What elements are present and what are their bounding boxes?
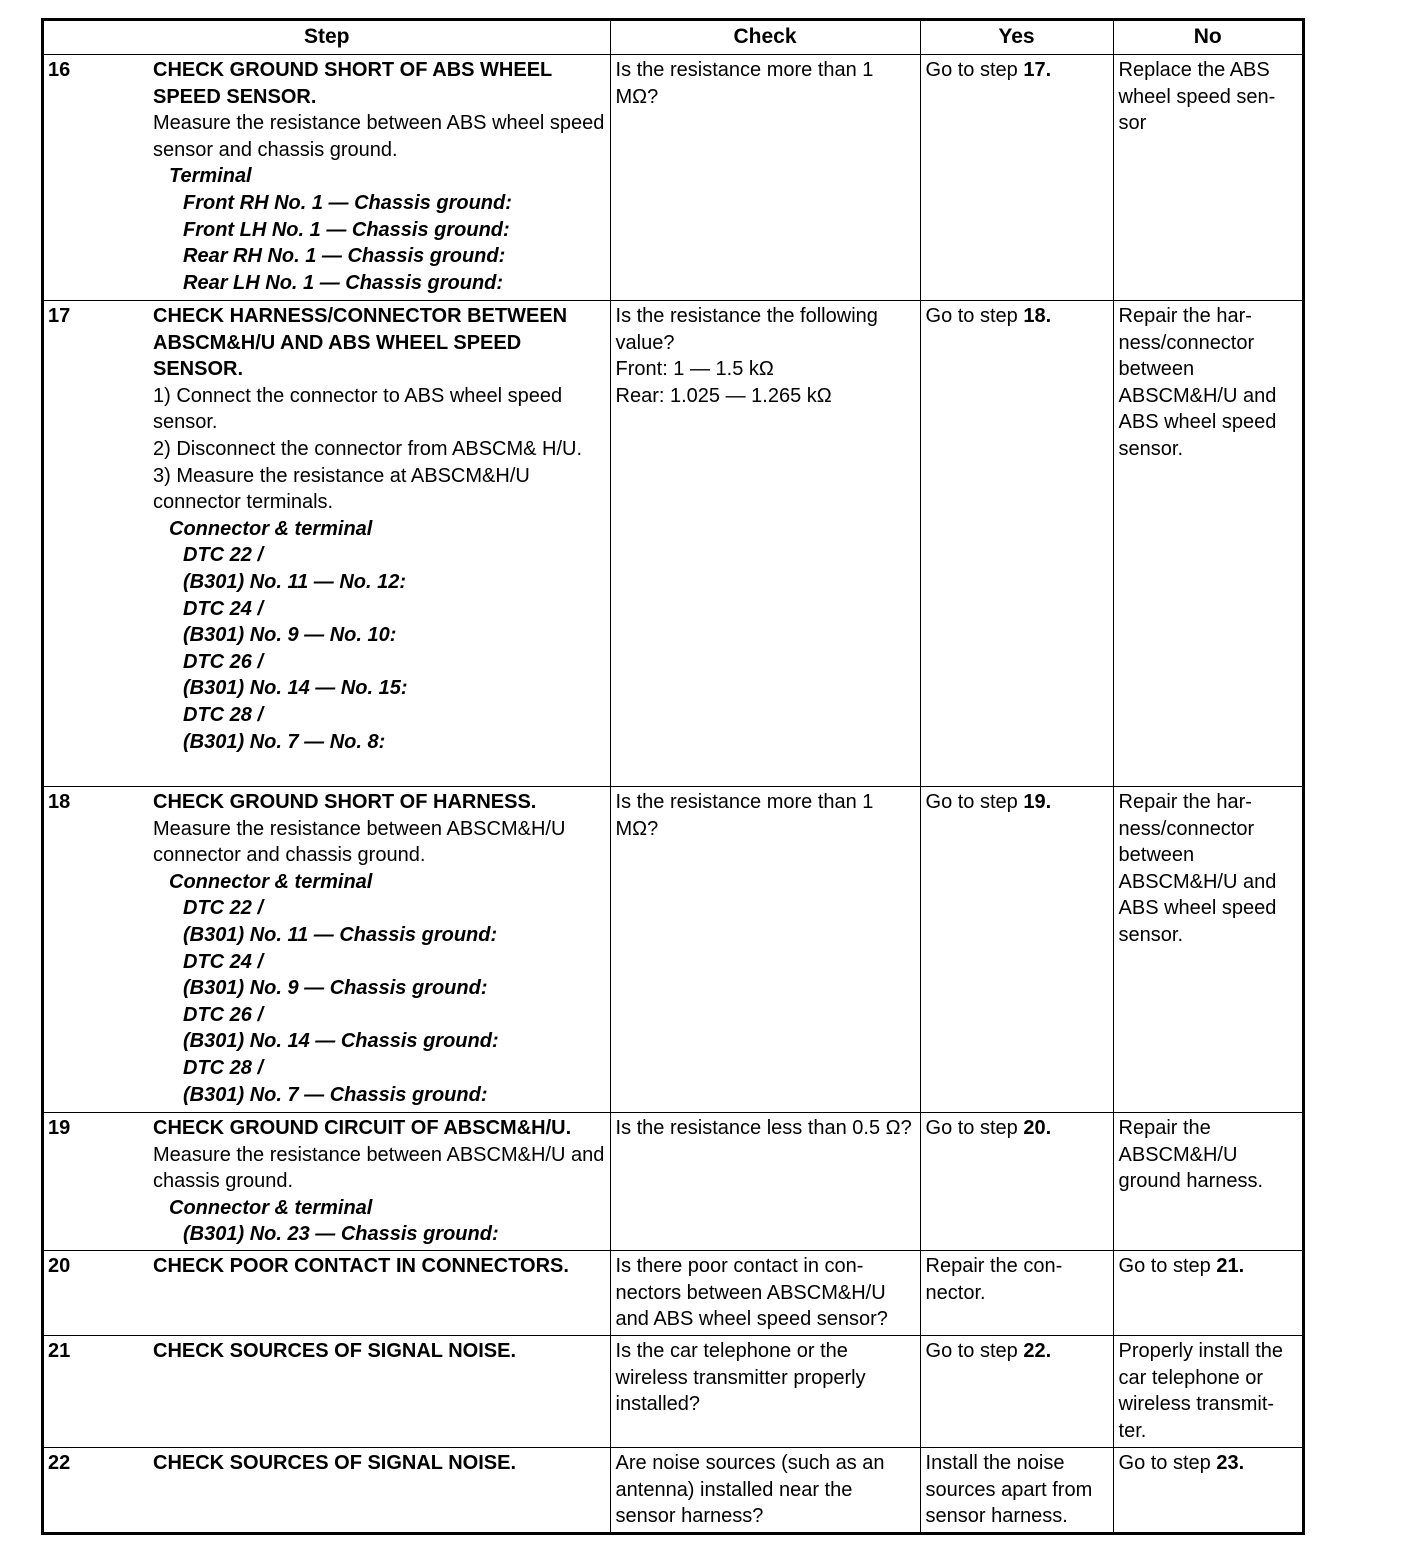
step-number: 21: [44, 1336, 148, 1448]
no-text: Go to step: [1118, 1255, 1217, 1277]
step-instruction: 2) Disconnect the connector from ABSCM& H/U.: [153, 437, 583, 460]
check-text: Is the resistance the following value?: [615, 305, 878, 354]
step-title: CHECK GROUND SHORT OF ABS WHEEL SPEED SENSOR.: [153, 59, 552, 108]
no-text: Repair the ABSCM&H/U ground harness.: [1118, 1117, 1264, 1193]
check-cell: [610, 1251, 920, 1336]
header-no: No: [1113, 21, 1302, 55]
table-row: [44, 1336, 1302, 1448]
terminal-spec: Front LH No. 1 — Chassis ground:: [183, 218, 510, 241]
step-description: [148, 1113, 610, 1251]
step-number: 20: [44, 1251, 148, 1336]
terminal-spec: (B301) No. 11 — No. 12:: [183, 570, 407, 593]
step-description: [148, 1336, 610, 1448]
no-text: Properly install the car telephone or wireless transmit-ter.: [1118, 1340, 1284, 1442]
no-step-ref: 23.: [1216, 1452, 1245, 1474]
terminal-spec: DTC 22 /: [183, 897, 264, 920]
yes-text: Go to step: [925, 1117, 1024, 1139]
step-instruction: 3) Measure the resistance at ABSCM&H/U connector terminals.: [153, 464, 530, 514]
check-cell: [610, 1113, 920, 1251]
check-cell: [610, 1336, 920, 1448]
yes-text: Repair the con-nector.: [925, 1255, 1063, 1304]
step-instruction: 1) Connect the connector to ABS wheel speed sensor.: [153, 384, 563, 434]
terminal-heading: Connector & terminal: [169, 517, 373, 540]
no-text: Repair the har-ness/connector between ABSCM&H/U and ABS wheel speed sensor.: [1118, 305, 1277, 460]
terminal-spec: Rear RH No. 1 — Chassis ground:: [183, 245, 506, 268]
check-cell: [610, 301, 920, 787]
yes-text: Go to step: [925, 59, 1024, 81]
step-number: 16: [44, 55, 148, 301]
terminal-spec: DTC 28 /: [183, 703, 264, 726]
terminal-spec: DTC 26 /: [183, 650, 264, 673]
check-value-front: Front: 1 — 1.5 kΩ: [615, 358, 774, 381]
yes-cell: [920, 55, 1113, 301]
table-row: [44, 1251, 1302, 1336]
terminal-spec: (B301) No. 11 — Chassis ground:: [183, 923, 498, 946]
step-description: [148, 1251, 610, 1336]
no-cell: [1113, 787, 1302, 1113]
step-instruction: Measure the resistance between ABSCM&H/U connector and chassis ground.: [153, 817, 566, 867]
yes-text: Go to step: [925, 1340, 1024, 1362]
yes-cell: [920, 1251, 1113, 1336]
step-title: CHECK GROUND CIRCUIT OF ABSCM&H/U.: [153, 1117, 572, 1139]
no-cell: [1113, 55, 1302, 301]
terminal-heading: Connector & terminal: [169, 870, 373, 893]
check-text: Is there poor contact in con-nectors between ABSCM&H/U and ABS wheel speed sensor?: [615, 1255, 888, 1331]
check-text: Is the resistance more than 1 MΩ?: [615, 59, 874, 108]
yes-cell: [920, 1336, 1113, 1448]
step-instruction: Measure the resistance between ABS wheel speed sensor and chassis ground.: [153, 112, 605, 161]
yes-step-ref: 22.: [1023, 1340, 1052, 1362]
step-description: [148, 787, 610, 1113]
diagnostic-procedure-table: [44, 21, 1302, 1532]
terminal-spec: DTC 28 /: [183, 1056, 264, 1079]
step-description: [148, 55, 610, 301]
header-row: [44, 21, 1302, 55]
step-number: 22: [44, 1448, 148, 1533]
check-text: Is the resistance more than 1 MΩ?: [615, 791, 874, 840]
yes-step-ref: 17.: [1023, 59, 1052, 81]
check-text: Is the car telephone or the wireless transmitter properly installed?: [615, 1340, 866, 1416]
step-number: 19: [44, 1113, 148, 1251]
step-title: CHECK SOURCES OF SIGNAL NOISE.: [153, 1340, 517, 1362]
terminal-spec: (B301) No. 7 — Chassis ground:: [183, 1083, 488, 1106]
yes-step-ref: 19.: [1023, 791, 1052, 813]
step-number: 18: [44, 787, 148, 1113]
check-text: Are noise sources (such as an antenna) installed near the sensor harness?: [615, 1452, 885, 1528]
terminal-spec: DTC 24 /: [183, 950, 264, 973]
no-cell: [1113, 1113, 1302, 1251]
yes-cell: [920, 1448, 1113, 1533]
no-text: Go to step: [1118, 1452, 1217, 1474]
no-text: Repair the har-ness/connector between ABSCM&H/U and ABS wheel speed sensor.: [1118, 791, 1277, 946]
step-instruction: Measure the resistance between ABSCM&H/U and chassis ground.: [153, 1143, 605, 1193]
diagnostic-table-frame: [41, 18, 1305, 1535]
check-text: Is the resistance less than 0.5 Ω?: [615, 1117, 912, 1139]
terminal-spec: Rear LH No. 1 — Chassis ground:: [183, 271, 504, 294]
step-number: 17: [44, 301, 148, 787]
yes-cell: [920, 301, 1113, 787]
check-cell: [610, 787, 920, 1113]
terminal-spec: DTC 26 /: [183, 1003, 264, 1026]
table-row: [44, 301, 1302, 787]
terminal-spec: (B301) No. 9 — Chassis ground:: [183, 977, 488, 1000]
header-check: Check: [610, 21, 920, 55]
no-cell: [1113, 1336, 1302, 1448]
yes-text: Go to step: [925, 791, 1024, 813]
table-row: [44, 1113, 1302, 1251]
terminal-heading: Connector & terminal: [169, 1196, 373, 1219]
table-row: [44, 787, 1302, 1113]
no-cell: [1113, 1448, 1302, 1533]
terminal-spec: (B301) No. 14 — No. 15:: [183, 677, 408, 700]
no-cell: [1113, 301, 1302, 787]
yes-text: Install the noise sources apart from sensor harness.: [925, 1452, 1093, 1528]
table-row: [44, 1448, 1302, 1533]
yes-step-ref: 18.: [1023, 305, 1052, 327]
terminal-spec: (B301) No. 14 — Chassis ground:: [183, 1030, 499, 1053]
yes-cell: [920, 787, 1113, 1113]
step-description: [148, 1448, 610, 1533]
terminal-spec: (B301) No. 9 — No. 10:: [183, 624, 397, 647]
step-description: [148, 301, 610, 787]
step-title: CHECK POOR CONTACT IN CONNECTORS.: [153, 1255, 569, 1277]
terminal-spec: (B301) No. 23 — Chassis ground:: [183, 1223, 499, 1246]
header-yes: Yes: [920, 21, 1113, 55]
terminal-spec: Front RH No. 1 — Chassis ground:: [183, 191, 512, 214]
table-row: [44, 55, 1302, 301]
no-step-ref: 21.: [1216, 1255, 1245, 1277]
terminal-heading: Terminal: [169, 165, 252, 188]
step-title: CHECK GROUND SHORT OF HARNESS.: [153, 791, 537, 813]
step-title: CHECK SOURCES OF SIGNAL NOISE.: [153, 1452, 517, 1474]
step-title: CHECK HARNESS/CONNECTOR BETWEEN ABSCM&H/U AND ABS WHEEL SPEED SENSOR.: [153, 305, 568, 381]
check-cell: [610, 1448, 920, 1533]
no-cell: [1113, 1251, 1302, 1336]
header-step: Step: [44, 21, 610, 55]
yes-cell: [920, 1113, 1113, 1251]
check-value-rear: Rear: 1.025 — 1.265 kΩ: [615, 384, 832, 407]
yes-step-ref: 20.: [1023, 1117, 1052, 1139]
yes-text: Go to step: [925, 305, 1024, 327]
terminal-spec: DTC 22 /: [183, 544, 264, 567]
check-cell: [610, 55, 920, 301]
terminal-spec: (B301) No. 7 — No. 8:: [183, 730, 386, 753]
terminal-spec: DTC 24 /: [183, 597, 264, 620]
no-text: Replace the ABS wheel speed sen-sor: [1118, 59, 1276, 135]
